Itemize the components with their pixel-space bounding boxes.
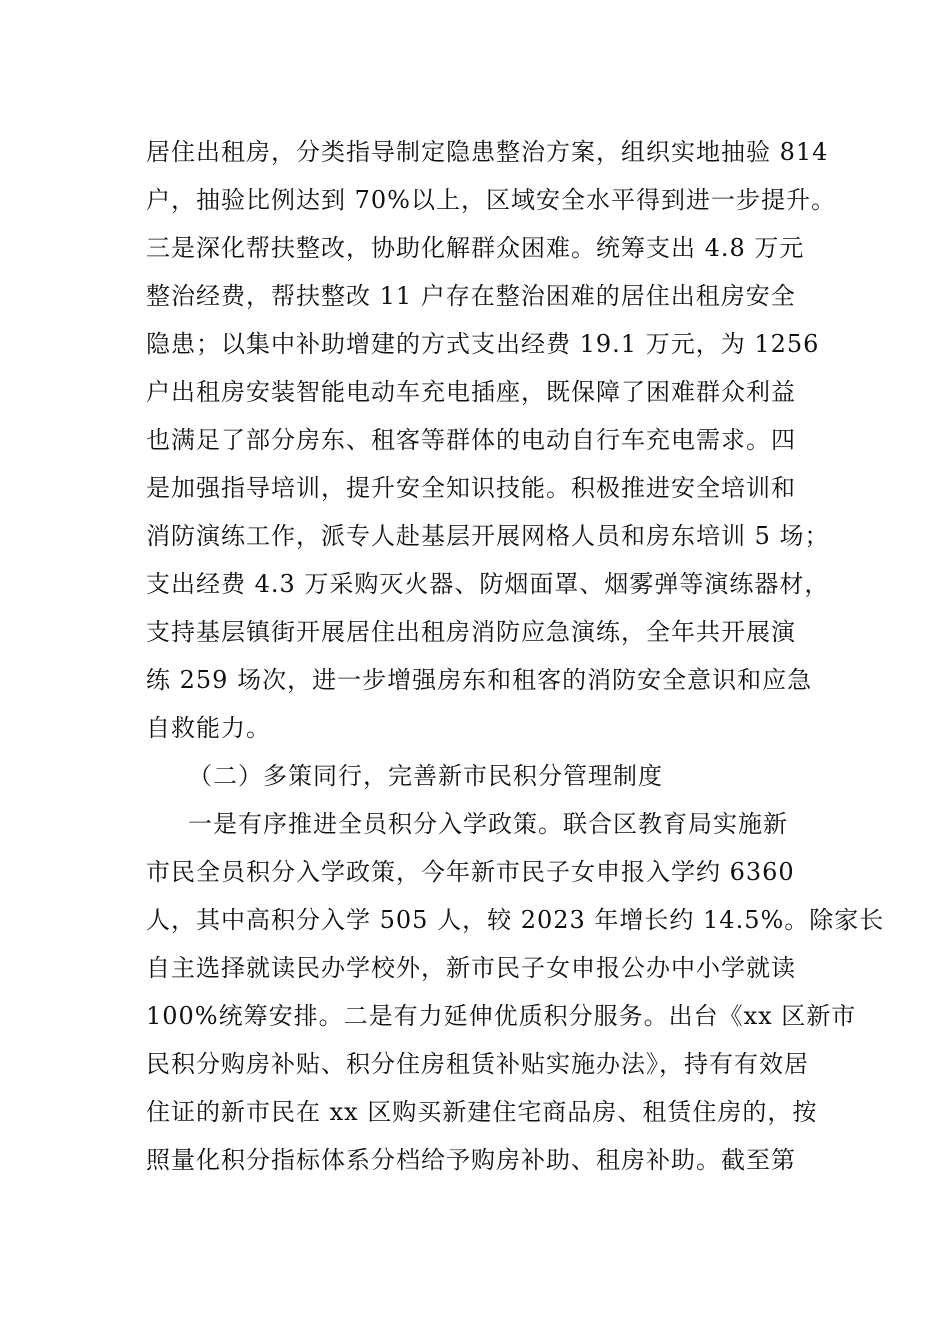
body-text-line: 一是有序推进全员积分入学政策。联合区教育局实施新 (188, 810, 788, 838)
body-text-line: 支出经费 4.3 万采购灭火器、防烟面罩、烟雾弹等演练器材， (146, 570, 830, 598)
body-text-line: 市民全员积分入学政策，今年新市民子女申报入学约 6360 (146, 858, 795, 886)
body-text-line: 隐患；以集中补助增建的方式支出经费 19.1 万元，为 1256 (146, 330, 820, 358)
section-heading: （二）多策同行，完善新市民积分管理制度 (188, 762, 663, 790)
body-text-line: 100%统筹安排。二是有力延伸优质积分服务。出台《xx 区新市 (146, 1002, 857, 1030)
body-text-line: 练 259 场次，进一步增强房东和租客的消防安全意识和应急 (146, 666, 813, 694)
body-text-line: 自主选择就读民办学校外，新市民子女申报公办中小学就读 (146, 954, 796, 982)
body-text-line: 消防演练工作，派专人赴基层开展网格人员和房东培训 5 场； (146, 522, 830, 550)
body-text-line: 也满足了部分房东、租客等群体的电动自行车充电需求。四 (146, 426, 796, 454)
body-text-line: 民积分购房补贴、积分住房租赁补贴实施办法》，持有有效居 (146, 1050, 809, 1078)
body-text-line: 三是深化帮扶整改，协助化解群众困难。统筹支出 4.8 万元 (146, 234, 805, 262)
body-text-line: 是加强指导培训，提升安全知识技能。积极推进安全培训和 (146, 474, 796, 502)
body-text-line: 户，抽验比例达到 70%以上，区域安全水平得到进一步提升。 (146, 186, 836, 214)
body-text-line: 自救能力。 (146, 714, 271, 742)
body-text-line: 住证的新市民在 xx 区购买新建住宅商品房、租赁住房的，按 (146, 1098, 818, 1126)
body-text-line: 居住出租房，分类指导制定隐患整治方案，组织实地抽验 814 (146, 138, 829, 166)
body-text-line: 整治经费，帮扶整改 11 户存在整治困难的居住出租房安全 (146, 282, 796, 310)
body-text-line: 照量化积分指标体系分档给予购房补助、租房补助。截至第 (146, 1146, 796, 1174)
body-text-line: 支持基层镇街开展居住出租房消防应急演练，全年共开展演 (146, 618, 796, 646)
body-text-line: 人，其中高积分入学 505 人，较 2023 年增长约 14.5%。除家长 (146, 906, 885, 934)
body-text-line: 户出租房安装智能电动车充电插座，既保障了困难群众利益 (146, 378, 796, 406)
